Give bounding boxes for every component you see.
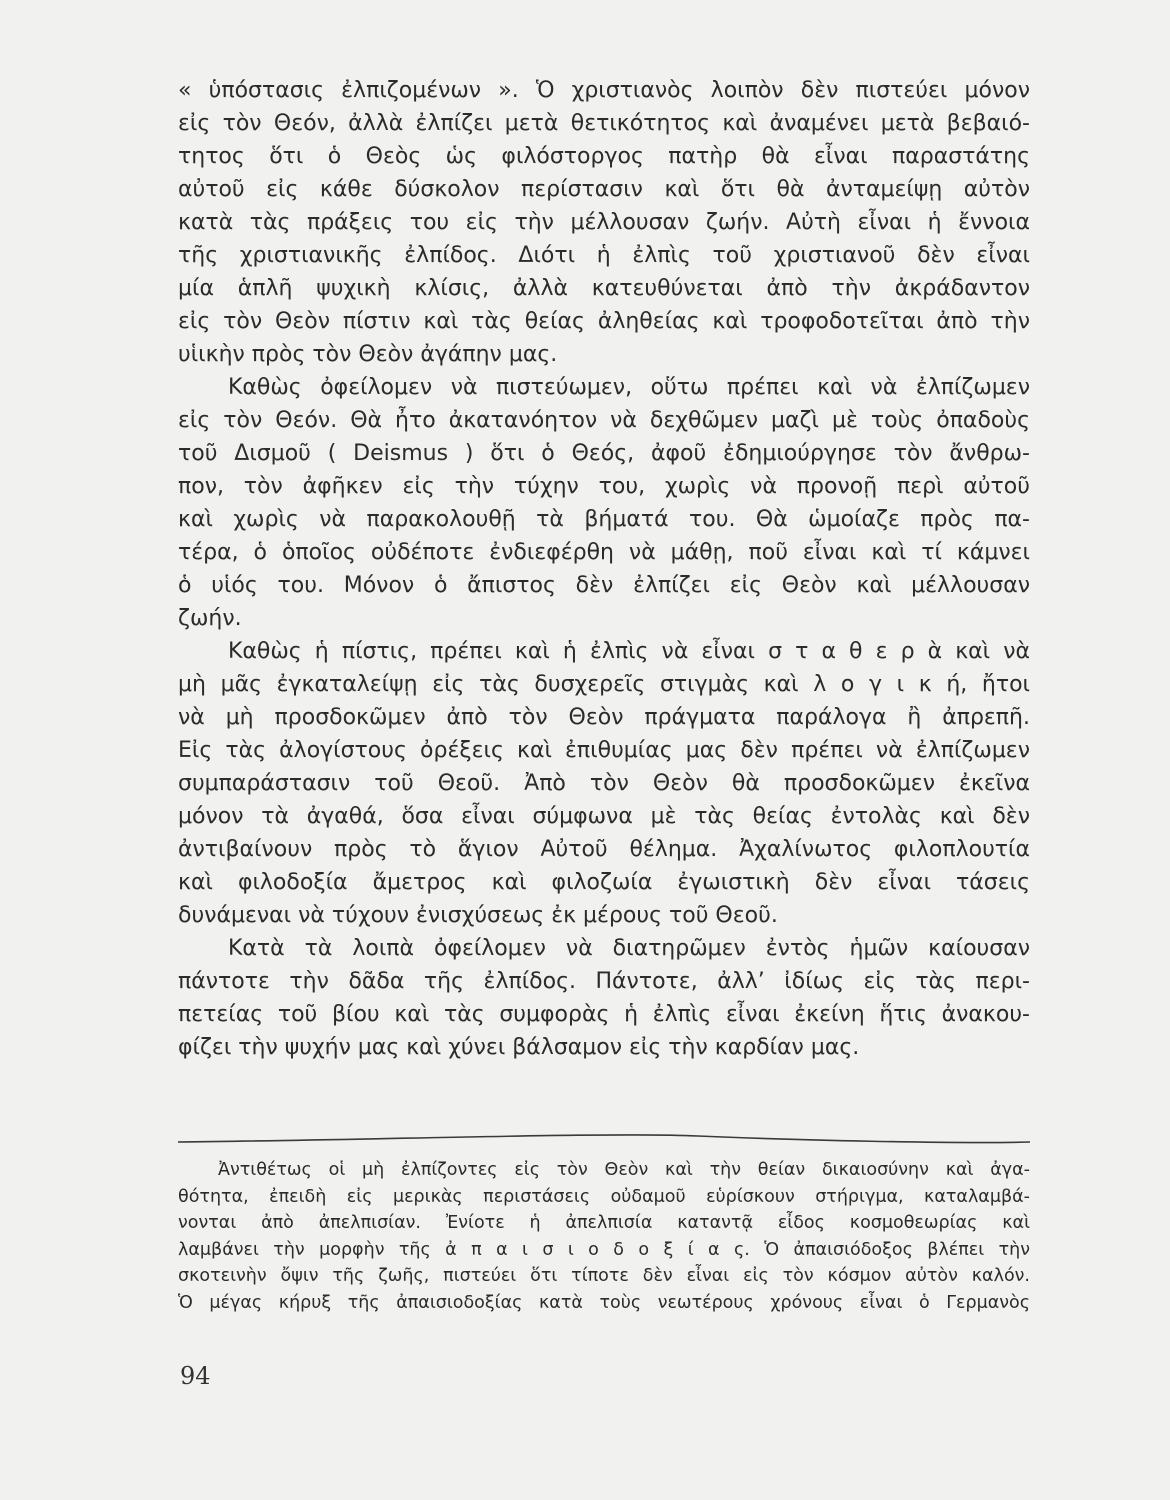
text-line: μὴ μᾶς ἐγκαταλείψῃ εἰς τὰς δυσχερεῖς στιγμὰς καὶ λ ο γ ι κ ή, ἤτοι xyxy=(178,672,1030,697)
text-line: Καθὼς ἡ πίστις, πρέπει καὶ ἡ ἐλπὶς νὰ εἶναι σ τ α θ ε ρ ὰ καὶ νὰ xyxy=(228,639,1030,664)
footnote-line: λαμβάνει τὴν μορφὴν τῆς ἀ π α ι σ ι ο δ ο ξ ί α ς. Ὁ ἀπαισιόδοξος βλέπει τὴν xyxy=(178,1239,1030,1260)
text-line: Κατὰ τὰ λοιπὰ ὀφείλομεν νὰ διατηρῶμεν ἐντὸς ἡμῶν καίουσαν xyxy=(228,936,1030,961)
text-line: κατὰ τὰς πράξεις του εἰς τὴν μέλλουσαν ζωήν. Αὐτὴ εἶναι ἡ ἔννοια xyxy=(178,210,1030,235)
text-line: πάντοτε τὴν δᾶδα τῆς ἐλπίδος. Πάντοτε, ἀλλ’ ἰδίως εἰς τὰς περι- xyxy=(178,969,1030,994)
text-line: νὰ μὴ προσδοκῶμεν ἀπὸ τὸν Θεὸν πράγματα παράλογα ἢ ἀπρεπῆ. xyxy=(178,705,1030,730)
text-line: « ὑπόστασις ἐλπιζομένων ». Ὁ χριστιανὸς λοιπὸν δὲν πιστεύει μόνον xyxy=(178,78,1030,103)
text-line: πετείας τοῦ βίου καὶ τὰς συμφορὰς ἡ ἐλπὶς εἶναι ἐκείνη ἥτις ἀνακου- xyxy=(178,1002,1030,1027)
footnote-line: σκοτεινὴν ὄψιν τῆς ζωῆς, πιστεύει ὅτι τίποτε δὲν εἶναι εἰς τὸν κόσμον αὐτὸν καλόν. xyxy=(178,1266,1030,1286)
text-line: φίζει τὴν ψυχήν μας καὶ χύνει βάλσαμον εἰς τὴν καρδίαν μας. xyxy=(178,1035,860,1060)
text-line: εἰς τὸν Θεόν. Θὰ ἦτο ἀκατανόητον νὰ δεχθῶμεν μαζὶ μὲ τοὺς ὀπαδοὺς xyxy=(178,408,1030,433)
text-line: ζωήν. xyxy=(178,606,242,631)
main-text xyxy=(178,74,1030,1064)
text-line: τέρα, ὁ ὁποῖος οὐδέποτε ἐνδιεφέρθη νὰ μάθῃ, ποῦ εἶναι καὶ τί κάμνει xyxy=(178,540,1030,565)
footnote-line: θότητα, ἐπειδὴ εἰς μερικὰς περιστάσεις οὐδαμοῦ εὑρίσκουν στήριγμα, καταλαμβά- xyxy=(178,1186,1030,1207)
page-number: 94 xyxy=(180,1362,211,1390)
footnote-line: νονται ἀπὸ ἀπελπισίαν. Ἐνίοτε ἡ ἀπελπισία καταντᾷ εἶδος κοσμοθεωρίας καὶ xyxy=(178,1213,1030,1233)
text-line: καὶ χωρὶς νὰ παρακολουθῇ τὰ βήματά του. Θὰ ὡμοίαζε πρὸς πα- xyxy=(178,507,1030,532)
text-line: δυνάμεναι νὰ τύχουν ἐνισχύσεως ἐκ μέρους τοῦ Θεοῦ. xyxy=(178,903,778,928)
text-line: μία ἁπλῆ ψυχικὴ κλίσις, ἀλλὰ κατευθύνεται ἀπὸ τὴν ἀκράδαντον xyxy=(178,276,1030,301)
text-line: τοῦ Δισμοῦ ( Deismus ) ὅτι ὁ Θεός, ἀφοῦ ἐδημιούργησε τὸν ἄνθρω- xyxy=(178,441,1030,466)
text-line: ὁ υἱός του. Μόνον ὁ ἄπιστος δὲν ἐλπίζει εἰς Θεὸν καὶ μέλλουσαν xyxy=(178,573,1030,598)
text-line: τῆς χριστιανικῆς ἐλπίδος. Διότι ἡ ἐλπὶς τοῦ χριστιανοῦ δὲν εἶναι xyxy=(178,243,1030,268)
text-line: εἰς τὸν Θεὸν πίστιν καὶ τὰς θείας ἀληθείας καὶ τροφοδοτεῖται ἀπὸ τὴν xyxy=(178,309,1030,334)
footnote-separator xyxy=(178,1130,1030,1150)
text-line: ἀντιβαίνουν πρὸς τὸ ἅγιον Αὐτοῦ θέλημα. Ἀχαλίνωτος φιλοπλουτία xyxy=(178,837,1030,862)
footnote-line: Ἀντιθέτως οἱ μὴ ἐλπίζοντες εἰς τὸν Θεὸν καὶ τὴν θείαν δικαιοσύνην καὶ ἀγα- xyxy=(218,1160,1030,1180)
text-line: αὐτοῦ εἰς κάθε δύσκολον περίστασιν καὶ ὅτι θὰ ἀνταμείψῃ αὐτὸν xyxy=(178,177,1030,202)
text-line: εἰς τὸν Θεόν, ἀλλὰ ἐλπίζει μετὰ θετικότητος καὶ ἀναμένει μετὰ βεβαιό- xyxy=(178,111,1030,136)
text-line: υἱικὴν πρὸς τὸν Θεὸν ἀγάπην μας. xyxy=(178,342,558,367)
text-line: μόνον τὰ ἀγαθά, ὅσα εἶναι σύμφωνα μὲ τὰς θείας ἐντολὰς καὶ δὲν xyxy=(178,804,1030,829)
footnote-line: Ὁ μέγας κήρυξ τῆς ἀπαισιοδοξίας κατὰ τοὺς νεωτέρους χρόνους εἶναι ὁ Γερμανὸς xyxy=(178,1292,1030,1313)
text-line: τητος ὅτι ὁ Θεὸς ὡς φιλόστοργος πατὴρ θὰ εἶναι παραστάτης xyxy=(178,144,1030,169)
footnote xyxy=(178,1157,1030,1316)
text-line: καὶ φιλοδοξία ἄμετρος καὶ φιλοζωία ἐγωιστικὴ δὲν εἶναι τάσεις xyxy=(178,870,1030,895)
text-line: πον, τὸν ἀφῆκεν εἰς τὴν τύχην του, χωρὶς νὰ προνοῇ περὶ αὐτοῦ xyxy=(178,474,1030,499)
text-line: Εἰς τὰς ἀλογίστους ὀρέξεις καὶ ἐπιθυμίας μας δὲν πρέπει νὰ ἐλπίζωμεν xyxy=(178,738,1030,763)
text-line: Καθὼς ὀφείλομεν νὰ πιστεύωμεν, οὕτω πρέπει καὶ νὰ ἐλπίζωμεν xyxy=(228,375,1030,400)
text-line: συμπαράστασιν τοῦ Θεοῦ. Ἀπὸ τὸν Θεὸν θὰ προσδοκῶμεν ἐκεῖνα xyxy=(178,771,1030,796)
